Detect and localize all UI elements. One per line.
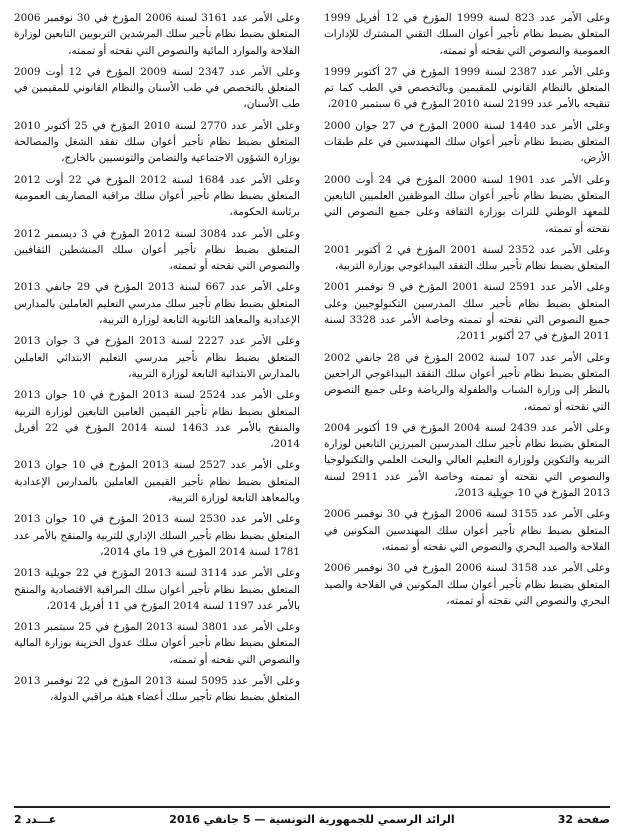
decree-paragraph: وعلى الأمر عدد 3161 لسنة 2006 المؤرخ في 30 نوفمبر 2006 المتعلق بضبط نظام تأجير سلك المرشدين التربويين التابعين لوزارة الفلاحة والموارد المائية والنصوص التي نقحته أو تممته، xyxy=(14,12,300,57)
decree-paragraph: وعلى الأمر عدد 5095 لسنة 2013 المؤرخ في 22 نوفمبر 2013 المتعلق بضبط نظام تأجير سلك أعضاء هيئة مراقبي الدولة، xyxy=(14,674,300,704)
decree-paragraph: وعلى الأمر عدد 1901 لسنة 2000 المؤرخ في 24 أوت 2000 المتعلق بضبط نظام تأجير أعوان سلك الموظفين العلميين التابعين للمعهد الوطني للتراث بوزارة الثقافة وعلى جميع النصوص التي نقحته أو تممته، xyxy=(324,173,610,235)
page-number: صفحة 32 xyxy=(557,813,610,826)
right-column xyxy=(324,10,610,800)
decree-paragraph: وعلى الأمر عدد 3084 لسنة 2012 المؤرخ في 3 ديسمبر 2012 المتعلق بضبط نظام تأجير أعوان سلك المنشطين الثقافيين والنصوص التي نقحته أو تممته، xyxy=(14,227,300,273)
decree-paragraph: وعلى الأمر عدد 2387 لسنة 1999 المؤرخ في 27 أكتوبر 1999 المتعلق بالنظام القانوني للمقيمين وبالتخصص في الطب كما تم تنقيحه بالأمر عدد 2199 لسنة 2010 المؤرخ في 6 سبتمبر 2010، xyxy=(324,65,610,111)
gazette-page xyxy=(14,10,610,800)
decree-paragraph: وعلى الأمر عدد 1440 لسنة 2000 المؤرخ في 27 جوان 2000 المتعلق بضبط نظام تأجير أعوان سلك المهندسين في علم طبقات الأرض، xyxy=(324,119,610,165)
issue-number: عـــدد 2 xyxy=(14,813,57,826)
decree-paragraph: وعلى الأمر عدد 1684 لسنة 2012 المؤرخ في 22 أوت 2012 المتعلق بضبط نظام تأجير أعوان سلك مراقبة المصاريف العمومية برئاسة الحكومة، xyxy=(14,173,300,219)
decree-paragraph: وعلى الأمر عدد 3158 لسنة 2006 المؤرخ في 30 نوفمبر 2006 المتعلق بضبط نظام تأجير أعوان سلك المكونين في الفلاحة والصيد البحري والنصوص التي نقحته أو تممته، xyxy=(324,562,610,607)
decree-paragraph: وعلى الأمر عدد 2591 لسنة 2001 المؤرخ في 9 نوفمبر 2001 المتعلق بضبط نظام تأجير سلك المدرسين التكنولوجيين وعلى جميع النصوص التي نقحته أو تممته وخاصة الأمر عدد 3328 لسنة 2011 المؤرخ في 27 أكتوبر 2011، xyxy=(324,281,610,343)
decree-paragraph: وعلى الأمر عدد 2530 لسنة 2013 المؤرخ في 10 جوان 2013 المتعلق بضبط نظام تأجير السلك الإداري للتربية والمنقح بالأمر عدد 1781 لسنة 2014 المؤرخ في 19 ماي 2014، xyxy=(14,513,300,558)
decree-paragraph: وعلى الأمر عدد 2527 لسنة 2013 المؤرخ في 10 جوان 2013 المتعلق بضبط نظام تأجير القيمين العاملين بالمدارس الإعدادية وبالمعاهد التابعة لوزارة التربية، xyxy=(14,459,300,505)
decree-paragraph: وعلى الأمر عدد 107 لسنة 2002 المؤرخ في 28 جانفي 2002 المتعلق بضبط نظام تأجير أعوان سلك التفقد البيداغوجي الراجعين بالنظر إلى وزارة الشباب والطفولة والرياضة وعلى جميع النصوص التي نقحته أو تممته، xyxy=(324,351,610,413)
decree-paragraph: وعلى الأمر عدد 2347 لسنة 2009 المؤرخ في 12 أوت 2009 المتعلق بالتخصص في طب الأسنان والنظام القانوني للمقيمين في طب الأسنان، xyxy=(14,65,300,111)
decree-paragraph: وعلى الأمر عدد 2439 لسنة 2004 المؤرخ في 19 أكتوبر 2004 المتعلق بضبط نظام تأجير سلك المدرسين المبرزين التابعين لوزارة التربية والتكوين ولوزارة التعليم العالي والبحث العلمي والتكنولوجيا والنصوص التي نقحته أو تممته وخاصة الأمر عدد 2911 لسنة 2013 المؤرخ في 10 جويلية 2013، xyxy=(324,421,610,500)
page-footer xyxy=(14,813,610,833)
decree-paragraph: وعلى الأمر عدد 3114 لسنة 2013 المؤرخ في 22 جويلية 2013 المتعلق بضبط نظام تأجير أعوان سلك المراقبة الاقتصادية والمنقح بالأمر عدد 1197 لسنة 2014 المؤرخ في 11 أفريل 2014، xyxy=(14,567,300,612)
decree-paragraph: وعلى الأمر عدد 2524 لسنة 2013 المؤرخ في 10 جوان 2013 المتعلق بضبط نظام تأجير القيمين العامين التابعين لوزارة التربية والمنقح بالأمر عدد 1463 لسنة 2014 المؤرخ في 22 أفريل 2014، xyxy=(14,389,300,451)
footer-divider xyxy=(14,806,610,808)
decree-paragraph: وعلى الأمر عدد 3801 لسنة 2013 المؤرخ في 25 سبتمبر 2013 المتعلق بضبط نظام تأجير أعوان سلك عدول الخزينة بوزارة المالية والنصوص التي نقحته أو تممته، xyxy=(14,621,300,666)
decree-paragraph: وعلى الأمر عدد 2352 لسنة 2001 المؤرخ في 2 أكتوبر 2001 المتعلق بضبط نظام تأجير سلك التفقد البيداغوجي بوزارة التربية، xyxy=(324,243,610,273)
decree-paragraph: وعلى الأمر عدد 2770 لسنة 2010 المؤرخ في 25 أكتوبر 2010 المتعلق بضبط نظام تأجير أعوان سلك تفقد الشغل والمصالحة بوزارة الشؤون الاجتماعية والتضامن والتونسيين بالخارج، xyxy=(14,119,300,165)
decree-paragraph: وعلى الأمر عدد 823 لسنة 1999 المؤرخ في 12 أفريل 1999 المتعلق بضبط نظام تأجير أعوان السلك التقني المشترك للإدارات العمومية والنصوص التي نقحته أو تممته، xyxy=(324,12,610,57)
decree-paragraph: وعلى الأمر عدد 3155 لسنة 2006 المؤرخ في 30 نوفمبر 2006 المتعلق بضبط نظام تأجير أعوان سلك المهندسين المكونين في الفلاحة والصيد البحري والنصوص التي نقحته أو تممته، xyxy=(324,508,610,553)
left-column xyxy=(14,10,300,800)
gazette-title-date: الرائد الرسمي للجمهورية التونسية — 5 جانفي 2016 xyxy=(169,813,455,826)
decree-paragraph: وعلى الأمر عدد 667 لسنة 2013 المؤرخ في 29 جانفي 2013 المتعلق بضبط نظام تأجير سلك مدرسي التعليم العاملين بالمدارس الإعدادية والمعاهد الثانوية التابعة لوزارة التربية، xyxy=(14,281,300,327)
decree-paragraph: وعلى الأمر عدد 2227 لسنة 2013 المؤرخ في 3 جوان 2013 المتعلق بضبط نظام تأجير مدرسي التعليم الابتدائي العاملين بالمدارس الابتدائية التابعة لوزارة التربية، xyxy=(14,335,300,380)
